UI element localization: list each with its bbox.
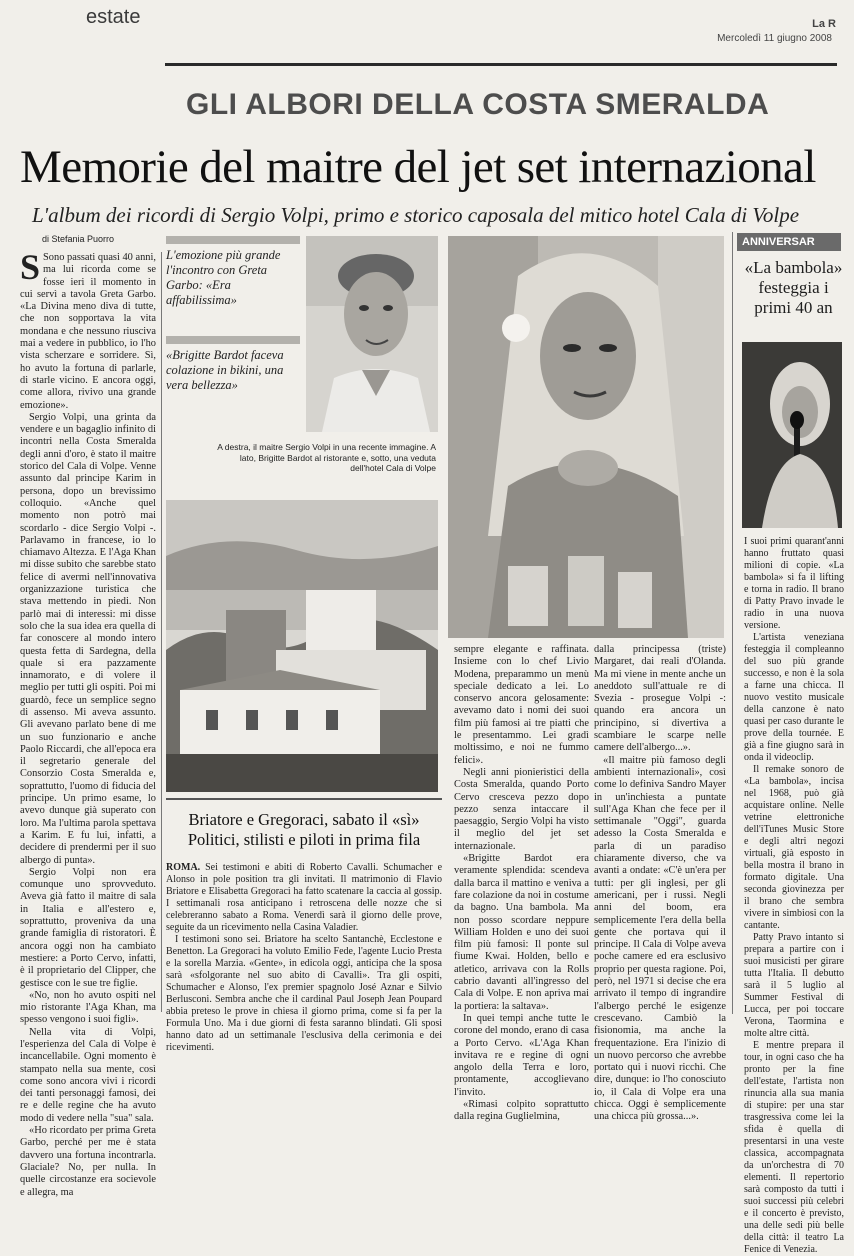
col3-para-2: Negli anni pionieristici della Costa Smeralda, quando Porto Cervo cresceva pezzo dopo pezzo senza intaccare il paesaggio, Sergio Volpi ha visto il meglio del jet set internazionale. (454, 766, 589, 852)
col1-para-5: Nella vita di Volpi, l'esperienza del Cala di Volpe è incancellabile. Ogni momento è stampato nella sua mente, così come sono ancora vivi i ricordi dei tanti personaggi famosi, dei re e delle regine che ha avuto modo di vedere nella "sua" sala. (20, 1026, 156, 1124)
col1-para-6: «Ho ricordato per prima Greta Garbo, perché per me è stata davvero una fortuna incontrarla. Glaciale? No, per nulla. In quelle circostanze era socievole e allegra, ma (20, 1125, 156, 1198)
boxed-title-1: Briatore e Gregoraci, sabato il «sì» (188, 810, 420, 829)
boxed-article (166, 798, 443, 1053)
sidebar-rule (732, 232, 733, 1014)
pull-quote-2 (166, 336, 300, 393)
col4-para-2: «Il maitre più famoso degli ambienti internazionali», così come lo definiva Sandro Mayer in un'inchiesta a puntate sull'Aga Khan che fece per il settimanale "Oggi", guarda adesso la Costa Smeralda e parla di un paradiso chiaramente diverso, che va avanti a ondate: «C'è un'era per tutti: per gli inglesi, per gli americani, per i russi. Negli anni del boom, era semplicemente l'era della bella gente che portava qui il principe. Il Cala di Volpe aveva poche camere ed era esclusivo proprio per questa ragione. Poi, però, nel 1971 si decise che era arrivato il tempo di ingrandire l'albergo perché le esigenze crescevano. Cambiò la fisionomia, ma anche la frequentazione. Era l'inizio di un nuovo percorso che avrebbe portato qui i nuovi ricchi. Che dire, dunque: io l'ho conosciuto io, il Cala di Volpe era una chicca. Oggi è semplicemente una chicca più grossa...». (594, 754, 726, 1123)
sidebar-para-3: Il remake sonoro de «La bambola», incisa nel 1968, può già acquistare online. Nelle vetrine elettroniche dell'iTunes Music Store e degli altri negozi virtuali, già esposto in bella mostra il brano in formato digitale. Una seconda giovinezza per il brano che sembra vivere in simbiosi con la cantante. (744, 764, 844, 931)
col1-para-1: Sono passati quasi 40 anni, ma lui ricorda come se fosse ieri il momento in cui servì a tavola Greta Garbo. «La Divina meno diva di tutte, che non sopportava la vita mondana e che nessuno riusciva mai a vedere in pubblico, io l'ho vista scherzare e sorridere. Sì, ho avuto la fortuna di parlarle, di starle vicino. E ancora oggi, come allora, rivivo una grande emozione». (20, 252, 156, 411)
column-rule (161, 252, 162, 1012)
col3-para-4: In quei tempi anche tutte le corone del mondo, erano di casa a Porto Cervo. «L'Aga Khan invitava re e regine di ogni angolo della Terra e loro, prontamente, accoglievano l'invito. (454, 1012, 589, 1098)
col1-para-4: «No, non ho avuto ospiti nel mio ristorante l'Aga Khan, ma spesso vengono i suoi figli». (20, 989, 156, 1026)
subhead: L'album dei ricordi di Sergio Volpi, primo e storico caposala del mitico hotel Cala di Volpe (32, 203, 800, 227)
col1-para-3: Sergio Volpi non era comunque uno sprovveduto. Aveva già fatto il maitre di sala in Italia e all'estero e, soprattutto, proveniva da una grande famiglia di ristoratori. È ancora oggi non ha cambiato mestiere: a Porto Cervo, infatti, è il proprietario del Clipper, che gestisce con le sue tre figlie. (20, 866, 156, 989)
col3-para-3: «Brigitte Bardot era veramente splendida: scendeva dalla barca il mattino e veniva a fare colazione da noi in costume da bagno. Una bambola. Ma non posso scordare neppure William Holden e uno dei suoi film più famosi: Il ponte sul fiume Kwai. Holden, bello e atletico, arrivava con la Rolls cabrio davanti all'ingresso del Cala di Volpe. E non apriva mai la portiera: la saltava». (454, 853, 589, 1012)
sidebar-para-1: I suoi primi quarant'anni hanno fruttato quasi milioni di copie. «La bambola» si fa il lifting e torna in radio. Il brano di Patty Pravo invade le radio in una nuova versione. (744, 536, 844, 631)
photo-patty-pravo (742, 342, 842, 528)
col3-para-1: sempre elegante e raffinata. Insieme con lo chef Livio Modena, preparammo un menù speciale dedicato a lei. Lo conservo ancora gelosamente: avevamo dato i nomi dei suoi film più famosi ai tre piatti che le presentammo. Lei gradì moltissimo, e noi ne fummo felici». (454, 644, 589, 766)
article-column-3 (454, 644, 589, 1123)
sidebar-column (744, 536, 844, 1255)
pull-quote-2-text: «Brigitte Bardot faceva colazione in bikini, una vera bellezza» (166, 348, 284, 392)
paper-name: La R (812, 18, 836, 30)
photo-caption: A destra, il maitre Sergio Volpi in una recente immagine. A lato, Brigitte Bardot al ristorante e, sotto, una veduta dell'hotel Cala di Volpe (217, 442, 436, 473)
quote-bar (166, 236, 300, 244)
col4-para-1: dalla principessa (triste) Margaret, dai reali d'Olanda. Ma mi viene in mente anche un aneddoto sull'attuale re di Svezia - prosegue Volpi -: quando era ancora un principino, si divertiva a scambiare le scarpe nelle camere dell'albergo...». (594, 644, 726, 754)
quote-bar (166, 336, 300, 344)
boxed-title-2: Politici, stilisti e piloti in prima fila (187, 830, 421, 849)
sidebar-para-2: L'artista veneziana festeggia il compleanno del suo più grande successo, e non è la sola a farne una chicca. Il nuovo vestito musicale della canzone è nato quasi per caso durante le prove della tournée. E già a fine giugno sarà in onda il videoclip. (744, 632, 844, 763)
kicker: GLI ALBORI DELLA COSTA SMERALDA (186, 88, 770, 121)
pull-quote-1-text: L'emozione più grande l'incontro con Greta Garbo: «Era affabilissima» (166, 248, 281, 307)
article-column-4 (594, 644, 726, 1123)
sidebar-para-4: Patty Pravo intanto si prepara a partire con i suoi musicisti per girare tutta l'Italia. Il debutto sarà il 5 luglio al Summer Festival di Lucca, per poi toccare Verona, Taormina e molte altre città. (744, 932, 844, 1039)
col3-para-5: «Rimasi colpito soprattutto dalla regina Guglielmina, (454, 1098, 589, 1123)
sidebar-para-5: E mentre prepara il tour, in ogni caso che ha pronto per la fine dell'estate, l'artista non rinuncia alla sua mania di stupire: per una star trasgressiva come lei la sfida è quella di presentarsi in una veste classica, accompagnata da un'orchestra di 70 elementi. Il repertorio sarà composto da tutti i suoi successi più celebri e il concerto è previsto, una delle sedi più belle della città: il teatro La Fenice di Venezia. (744, 1040, 844, 1255)
boxed-text-1: Sei testimoni e abiti di Roberto Cavalli. Schumacher e Alonso in pole position tra gli invitati. Il matrimonio di Flavio Briatore e Elisabetta Gregoraci ha fatto scatenare la caccia al gossip. I settimanali rosa anticipano i retroscena delle nozze che si celebreranno sabato a Roma. Venerdì sarà il giorno delle prove, seguite da un ricevimento nella Casina Valadier. (166, 862, 443, 933)
boxed-text (166, 862, 443, 1053)
dropcap: S (20, 247, 41, 287)
boxed-text-2: I testimoni sono sei. Briatore ha scelto Santanchè, Ecclestone e Benetton. La Gregoraci ha voluto Emilio Fede, l'agente Lucio Presta e la sorella Marzia. «Gente», in edicola oggi, anticipa che la sposa sarà «sfolgorante nel suo abito di Cavalli». Tra gli ospiti, Schumacher e Alonso, l'ex premier spagnolo José Aznar e Silvio Berlusconi. Sembra anche che il cardinal Paul Joseph Jean Poupard abbia preteso le prove in chiesa il giorno prima, come si fa per la Formula Uno. Ma i due giorni di festa saranno blindati. Gli sposi hanno dato ad un settimanale l'esclusiva della cerimonia e dei ricevimenti. (166, 934, 442, 1053)
boxed-lead: ROMA. (166, 862, 201, 873)
section-tag: estate (86, 6, 141, 28)
headline: Memorie del maitre del jet set internazional (20, 141, 816, 193)
sidebar-tag: ANNIVERSAR (737, 233, 841, 251)
col1-para-2: Sergio Volpi, una grinta da vendere e un bagaglio infinito di incontri nella Costa Smeralda degli anni d'oro, è stato il maitre storico del Cala di Volpe. Venne assunto dal principe Karim in persona, dopo un brevissimo colloquio. «Anche quel momento non potrò mai scordarlo - dice Sergio Volpi -. Parlavamo in francese, io lo chiamavo Altezza. E l'Aga Khan mi disse subito che sarebbe stato felice di avermi nell'innovativa organizzazione turistica che stava mettendo in piedi. Non parlò mai di interessi: mi disse solo che la sua idea era quella di far conoscere al mondo intero questa fetta di Sardegna, della quale si era pazzamente innamorato, e di volere il meglio per tutti gli ospiti. Poi mi guardò, fece un semplice segno di assenso. Mi aveva assunto. Gli avevano parlato bene di me un suo funzionario e anche Paolo Riccardi, che all'epoca era il segretario generale del Consorzio Costa Smeralda e, soprattutto, l'uomo di fiducia del principe. Un primo esame, lo avevo dunque già superato con loro. Ma l'ultima parola spettava a Karim. E fu lui, infatti, a decidere di prendermi per il suo albergo di punta». (20, 411, 156, 866)
photo-hotel-cala-di-volpe (166, 500, 438, 792)
sidebar-title: «La bambola» festeggia i primi 40 an (744, 258, 843, 317)
pull-quote-1 (166, 236, 300, 308)
photo-sergio-volpi (306, 236, 438, 432)
photo-brigitte-bardot (448, 236, 724, 638)
byline: di Stefania Puorro (42, 234, 115, 244)
top-rule (165, 63, 837, 66)
article-column-1 (20, 247, 156, 1198)
date-line: Mercoledì 11 giugno 2008 (717, 33, 832, 44)
